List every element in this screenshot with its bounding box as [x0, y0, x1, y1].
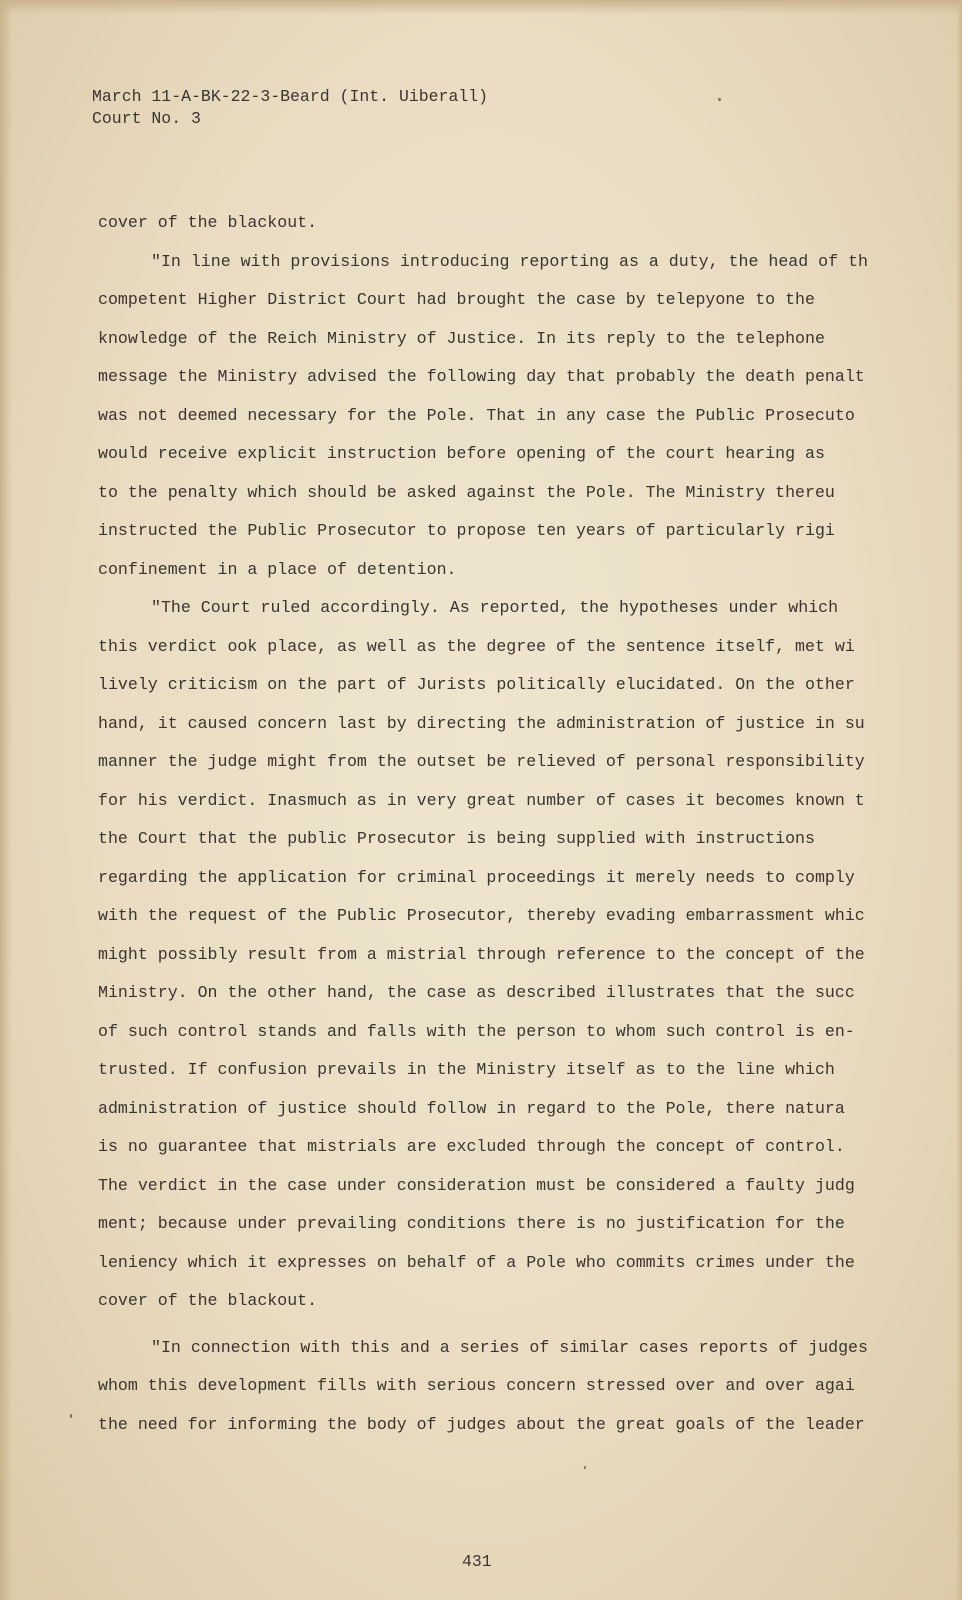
- paper-edge-left: [0, 0, 12, 1600]
- text-line: the need for informing the body of judges about the great goals of the leader: [98, 1414, 865, 1434]
- text-line: instructed the Public Prosecutor to propose ten years of particularly rigi: [98, 521, 835, 540]
- text-line: this verdict ook place, as well as the degree of the sentence itself, met wi: [98, 636, 855, 656]
- document-header: [92, 86, 488, 130]
- text-line: for his verdict. Inasmuch as in very great number of cases it becomes known t: [98, 790, 865, 810]
- text-line: administration of justice should follow in regard to the Pole, there natura: [98, 1098, 845, 1118]
- text-line: of such control stands and falls with the person to whom such control is en-: [98, 1021, 855, 1041]
- text-line: hand, it caused concern last by directing the administration of justice in su: [98, 713, 865, 733]
- page-number: 431: [462, 1552, 492, 1571]
- text-line: whom this development fills with serious concern stressed over and over agai: [98, 1376, 855, 1395]
- text-line: "In line with provisions introducing reporting as a duty, the head of th: [151, 251, 868, 271]
- text-line: trusted. If confusion prevails in the Ministry itself as to the line which: [98, 1060, 835, 1079]
- text-line: to the penalty which should be asked against the Pole. The Ministry thereu: [98, 482, 835, 502]
- header-reference-line: March 11-A-BK-22-3-Beard (Int. Uiberall): [92, 87, 489, 106]
- text-line: "The Court ruled accordingly. As reported, the hypotheses under which: [151, 598, 839, 617]
- text-line: cover of the blackout.: [98, 213, 318, 232]
- text-line: The verdict in the case under consideration must be considered a faulty judg: [98, 1175, 855, 1195]
- paper-speck: [718, 98, 721, 101]
- text-line: is no guarantee that mistrials are excluded through the concept of control.: [98, 1137, 845, 1156]
- text-line: knowledge of the Reich Ministry of Justice. In its reply to the telephone: [98, 328, 825, 348]
- text-line: message the Ministry advised the following day that probably the death penalt: [98, 367, 865, 386]
- text-line: the Court that the public Prosecutor is being supplied with instructions: [98, 829, 815, 848]
- paper-speck: [70, 1414, 72, 1418]
- text-line: with the request of the Public Prosecutor, thereby evading embarrassment whic: [98, 906, 865, 925]
- text-line: confinement in a place of detention.: [98, 559, 457, 579]
- text-line: competent Higher District Court had brought the case by telepyone to the: [98, 290, 815, 309]
- paper-speck: [584, 1466, 586, 1469]
- text-line: would receive explicit instruction before opening of the court hearing as: [98, 444, 825, 463]
- text-line: cover of the blackout.: [98, 1291, 318, 1310]
- text-line: might possibly result from a mistrial through reference to the concept of the: [98, 944, 865, 964]
- header-court-line: Court No. 3: [92, 109, 201, 128]
- text-line: manner the judge might from the outset be relieved of personal responsibility: [98, 752, 865, 771]
- paper-edge-right: [956, 0, 962, 1600]
- transcript-body: [98, 204, 940, 1444]
- text-line: Ministry. On the other hand, the case as described illustrates that the succ: [98, 983, 855, 1002]
- text-line: was not deemed necessary for the Pole. That in any case the Public Prosecuto: [98, 405, 855, 425]
- text-line: regarding the application for criminal proceedings it merely needs to comply: [98, 867, 855, 887]
- text-line: "In connection with this and a series of similar cases reports of judges: [151, 1337, 868, 1357]
- text-line: leniency which it expresses on behalf of a Pole who commits crimes under the: [98, 1252, 855, 1272]
- paper-edge-top: [0, 0, 962, 14]
- text-line: lively criticism on the part of Jurists politically elucidated. On the other: [98, 675, 855, 694]
- text-line: ment; because under prevailing conditions there is no justification for the: [98, 1214, 845, 1233]
